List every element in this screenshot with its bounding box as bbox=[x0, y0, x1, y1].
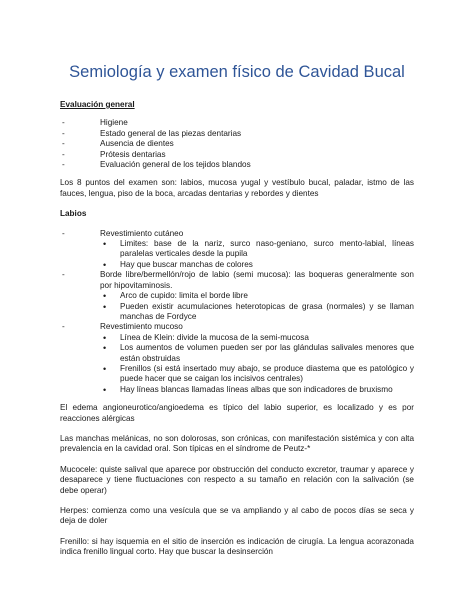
list-item: - Prótesis dentarias bbox=[60, 150, 414, 160]
paragraph-mucocele: Mucocele: quiste salival que aparece por obstrucción del conducto excretor, traumar y aparece y desaparece y tiene fluctuaciones con respecto a su tamaño en relación con la salivación (se debe operar) bbox=[60, 464, 414, 495]
bullet-item: • Pueden existir acumulaciones heterotopicas de grasa (normales) y se llaman manchas de Fordyce bbox=[60, 302, 414, 323]
document-title: Semiología y examen físico de Cavidad Bucal bbox=[69, 63, 405, 81]
section-heading-labios: Labios bbox=[60, 209, 87, 219]
revestimiento-cutaneo-bullets bbox=[60, 239, 414, 270]
paragraph-8-puntos: Los 8 puntos del examen son: labios, mucosa yugal y vestíbulo bucal, paladar, istmo de las fauces, lengua, piso de la boca, arcadas dentarias y rebordes y dientes bbox=[60, 178, 414, 198]
section-heading-evaluacion-general: Evaluación general bbox=[60, 100, 135, 109]
evaluacion-general-list bbox=[60, 118, 414, 170]
list-item: - Ausencia de dientes bbox=[60, 139, 414, 149]
sublist-container bbox=[60, 291, 414, 322]
bullet-item: • Hay líneas blancas llamadas líneas albas que son indicadores de bruxismo bbox=[60, 385, 414, 395]
bullet-item: • Limites: base de la nariz, surco naso-geniano, surco mento-labial, líneas paralelas verticales desde la pupila bbox=[60, 239, 414, 260]
borde-libre-bullets bbox=[60, 291, 414, 322]
bullet-item: • Hay que buscar manchas de colores bbox=[60, 260, 414, 270]
list-item-revestimiento-mucoso: - Revestimiento mucoso bbox=[60, 322, 414, 332]
bullet-item: • Frenillos (si está insertado muy abajo, se produce diastema que es patológico y puede hacer que se caigan los incisivos centrales) bbox=[60, 364, 414, 385]
paragraph-frenillo: Frenillo: si hay isquemia en el sitio de inserción es indicación de cirugía. La lengua acorazonada indica frenillo lingual corto. Hay que buscar la desinserción bbox=[60, 536, 414, 557]
list-item: - Estado general de las piezas dentarias bbox=[60, 129, 414, 139]
paragraph-edema: El edema angioneurotico/angioedema es típico del labio superior, es localizado y es por reacciones alérgicas bbox=[60, 403, 414, 423]
list-item-borde-libre: - Borde libre/bermellón/rojo de labio (semi mucosa): las boqueras generalmente son por hipovitaminosis. bbox=[60, 270, 414, 291]
bullet-item: • Línea de Klein: divide la mucosa de la semi-mucosa bbox=[60, 333, 414, 343]
labios-list bbox=[60, 229, 414, 396]
bullet-item: • Los aumentos de volumen pueden ser por las glándulas salivales menores que están obstruidas bbox=[60, 343, 414, 364]
revestimiento-mucoso-bullets bbox=[60, 333, 414, 395]
sublist-container bbox=[60, 333, 414, 395]
sublist-container bbox=[60, 239, 414, 270]
list-item-revestimiento-cutaneo: - Revestimiento cutáneo bbox=[60, 229, 414, 239]
paragraph-manchas-melanicas: Las manchas melánicas, no son dolorosas, son crónicas, con manifestación sistémica y con alta prevalencia en la cavidad oral. Son típicas en el síndrome de Peutz-* bbox=[60, 433, 414, 454]
paragraph-herpes: Herpes: comienza como una vesícula que se va ampliando y al cabo de pocos días se seca y deja de doler bbox=[60, 506, 414, 526]
bullet-item: • Arco de cupido: limita el borde libre bbox=[60, 291, 414, 301]
list-item: - Higiene bbox=[60, 118, 414, 128]
list-item: - Evaluación general de los tejidos blandos bbox=[60, 160, 414, 170]
